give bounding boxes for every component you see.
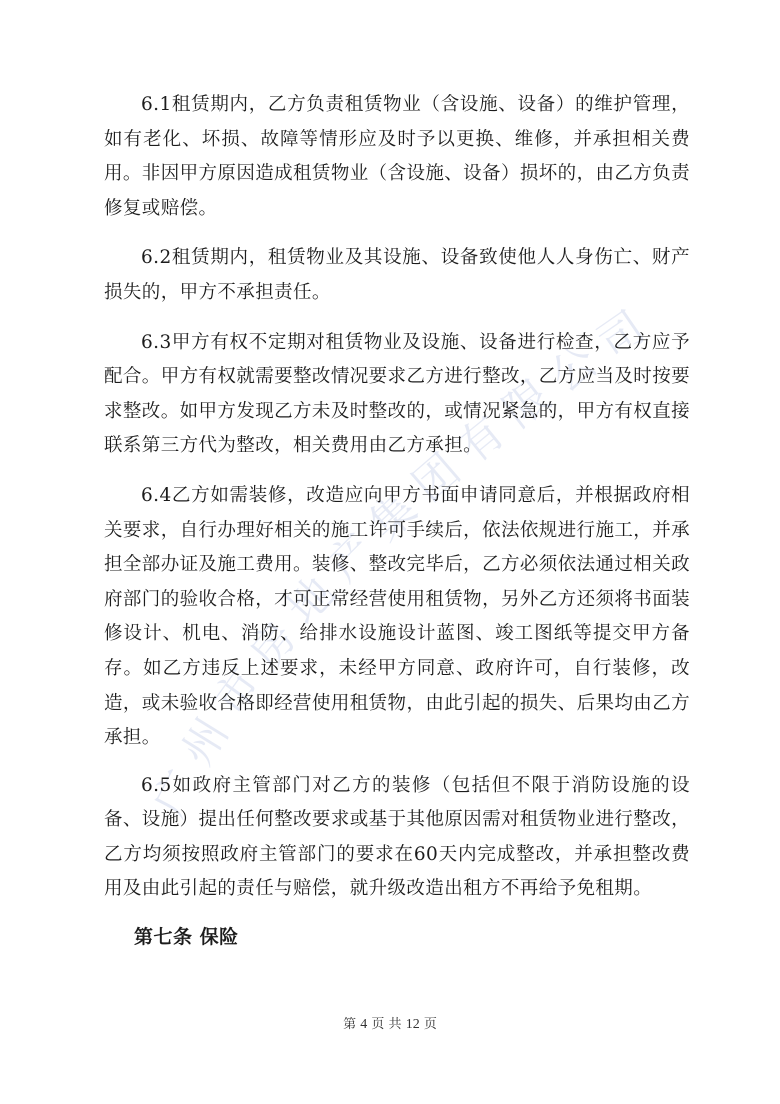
footer-page-number: 4 [360,1017,368,1032]
footer-prefix: 第 [343,1017,357,1032]
svg-text:广州市房地产集团有限公司: 广州市房地产集团有限公司 [143,293,666,825]
clause-6-3: 6.3甲方有权不定期对租赁物业及设施、设备进行检查，乙方应予配合。甲方有权就需要整改情况要求乙方进行整改，乙方应当及时按要求整改。如甲方发现乙方未及时整改的，或情况紧急的，甲方有权直接联系第三方代为整改，相关费用由乙方承担。 [104,331,690,457]
document-body [104,88,690,952]
footer-middle: 页 共 [371,1017,402,1032]
footer-total-pages: 12 [405,1017,420,1032]
footer-suffix: 页 [423,1017,437,1032]
clause-6-5: 6.5如政府主管部门对乙方的装修（包括但不限于消防设施的设备、设施）提出任何整改要求或基于其他原因需对租赁物业进行整改，乙方均须按照政府主管部门的要求在60天内完成整改，并承担整改费用及由此引起的责任与赔偿，就升级改造出租方不再给予免租期。 [104,774,690,900]
section-heading-insurance: 第七条 保险 [134,926,239,949]
clause-6-1: 6.1租赁期内，乙方负责租赁物业（含设施、设备）的维护管理，如有老化、坏损、故障等情形应及时予以更换、维修，并承担相关费用。非因甲方原因造成租赁物业（含设施、设备）损坏的，由乙方负责修复或赔偿。 [104,94,690,219]
clause-6-4: 6.4乙方如需装修，改造应向甲方书面申请同意后，并根据政府相关要求，自行办理好相关的施工许可手续后，依法依规进行施工，并承担全部办证及施工费用。装修、整改完毕后，乙方必须依法通过相关政府部门的验收合格，才可正常经营使用租赁物，另外乙方还须将书面装修设计、机电、消防、给排水设施设计蓝图、竣工图纸等提交甲方备存。如乙方违反上述要求，未经甲方同意、政府许可，自行装修，改造，或未验收合格即经营使用租赁物，由此引起的损失、后果均由乙方承担。 [104,484,690,749]
page-footer [0,1016,780,1034]
clause-6-2: 6.2租赁期内，租赁物业及其设施、设备致使他人人身伤亡、财产损失的，甲方不承担责任。 [104,247,690,303]
